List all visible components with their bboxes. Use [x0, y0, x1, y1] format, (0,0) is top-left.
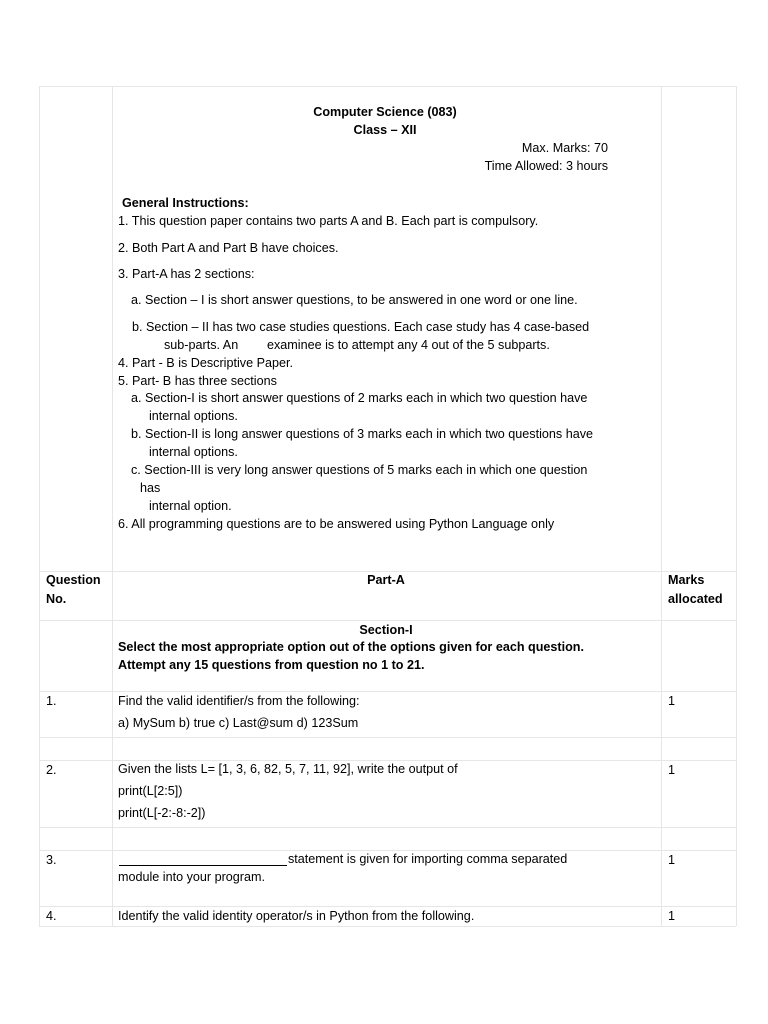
instruction-item: 2. Both Part A and Part B have choices.: [118, 241, 339, 255]
instruction-subitem: internal options.: [149, 445, 238, 459]
table-left-border: [39, 86, 40, 926]
question-text: Find the valid identifier/s from the following:: [118, 694, 360, 708]
question-number: 3.: [46, 853, 57, 867]
instruction-subitem: sub-parts. An: [164, 338, 239, 352]
col-header-question-no: No.: [46, 592, 67, 606]
instruction-item: 1. This question paper contains two parts A and B. Each part is compulsory.: [118, 214, 539, 228]
row-divider: [39, 827, 736, 828]
instruction-item: 5. Part- B has three sections: [118, 374, 277, 388]
question-marks: 1: [668, 694, 676, 708]
instruction-item: 4. Part - B is Descriptive Paper.: [118, 356, 293, 370]
question-marks: 1: [668, 909, 676, 923]
section-instruction: Attempt any 15 questions from question no 1 to 21.: [118, 658, 425, 672]
instruction-item: 6. All programming questions are to be answered using Python Language only: [118, 517, 555, 531]
instruction-subitem: internal options.: [149, 409, 238, 423]
instruction-subitem: a. Section – I is short answer questions, to be answered in one word or one line.: [131, 293, 578, 307]
section-instruction: Select the most appropriate option out of the options given for each question.: [118, 640, 584, 654]
table-bottom-border: [39, 926, 736, 927]
question-text: statement is given for importing comma separated: [288, 852, 568, 866]
answer-blank: [119, 865, 287, 866]
col-divider-2: [661, 86, 662, 926]
instruction-item: 3. Part-A has 2 sections:: [118, 267, 255, 281]
max-marks: Max. Marks: 70: [521, 141, 608, 155]
paper-title: Computer Science (083): [313, 105, 457, 119]
col-header-marks: Marks: [668, 573, 705, 587]
instruction-subitem: internal option.: [149, 499, 232, 513]
col-header-part: Part-A: [367, 573, 405, 587]
col-header-marks: allocated: [668, 592, 723, 606]
col-header-question-no: Question: [46, 573, 101, 587]
row-divider: [39, 737, 736, 738]
row-divider: [39, 691, 736, 692]
instruction-subitem: a. Section-I is short answer questions of 2 marks each in which two question have: [131, 391, 588, 405]
question-code: print(L[2:5]): [118, 784, 183, 798]
row-divider: [39, 906, 736, 907]
col-divider-1: [112, 86, 113, 926]
instruction-subitem: examinee is to attempt any 4 out of the 5 subparts.: [267, 338, 550, 352]
question-options: a) MySum b) true c) Last@sum d) 123Sum: [118, 716, 359, 730]
question-text: module into your program.: [118, 870, 265, 884]
question-code: print(L[-2:-8:-2]): [118, 806, 206, 820]
question-text: Given the lists L= [1, 3, 6, 82, 5, 7, 11, 92], write the output of: [118, 762, 458, 776]
instruction-subitem: b. Section-II is long answer questions of 3 marks each in which two questions have: [131, 427, 594, 441]
time-allowed: Time Allowed: 3 hours: [484, 159, 608, 173]
instruction-subitem: b. Section – II has two case studies questions. Each case study has 4 case-based: [132, 320, 590, 334]
question-text: Identify the valid identity operator/s in Python from the following.: [118, 909, 475, 923]
table-top-border: [39, 86, 736, 87]
question-marks: 1: [668, 853, 676, 867]
section-title: Section-I: [359, 623, 413, 637]
instruction-subitem: has: [140, 481, 161, 495]
instructions-heading: General Instructions:: [122, 196, 249, 210]
paper-class: Class – XII: [353, 123, 417, 137]
instruction-subitem: c. Section-III is very long answer questions of 5 marks each in which one question: [131, 463, 588, 477]
question-number: 2.: [46, 763, 57, 777]
row-divider: [39, 620, 736, 621]
question-marks: 1: [668, 763, 676, 777]
question-number: 4.: [46, 909, 57, 923]
table-right-border: [736, 86, 737, 926]
question-number: 1.: [46, 694, 57, 708]
